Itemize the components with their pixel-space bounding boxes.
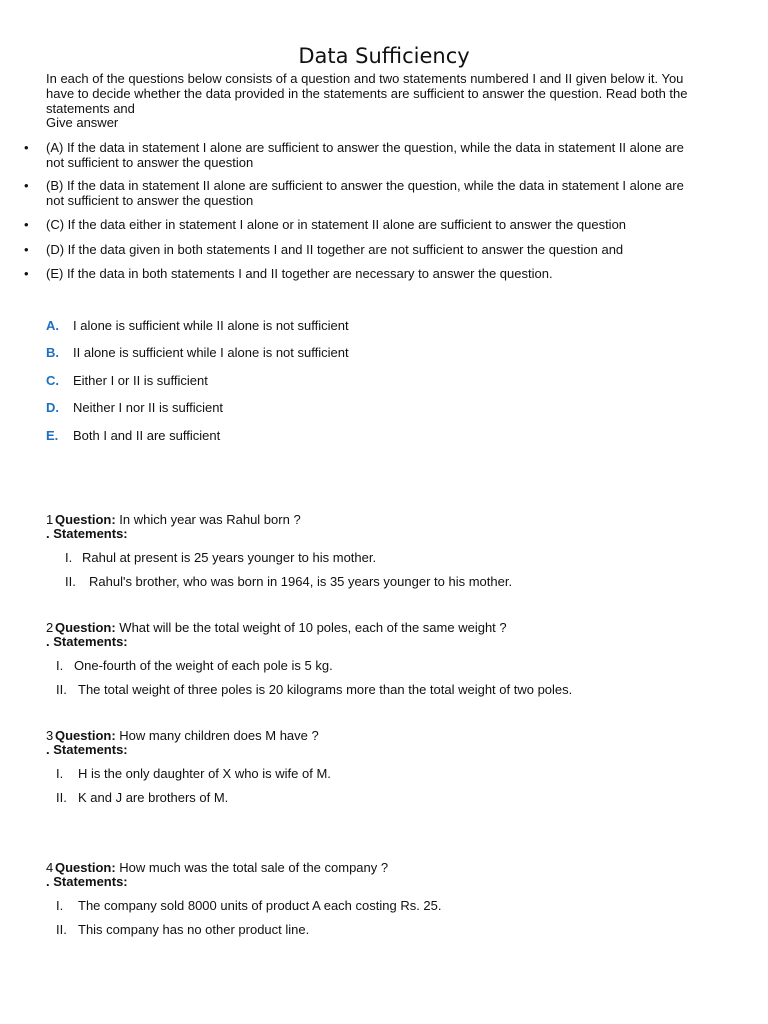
question-text: In which year was Rahul born ?	[119, 512, 301, 527]
bullet-icon: •	[24, 217, 29, 232]
question-number: 4	[46, 860, 54, 875]
answer-text: Neither I nor II is sufficient	[73, 400, 224, 415]
option-line: (D) If the data given in both statements I and II together are not sufficient to answer the question and	[46, 242, 624, 257]
question-number: 2	[46, 620, 54, 635]
statement-number: I.	[65, 550, 73, 565]
statement-text: H is the only daughter of X who is wife of M.	[78, 766, 331, 781]
statement-text: This company has no other product line.	[78, 922, 310, 937]
option-line: (E) If the data in both statements I and II together are necessary to answer the question.	[46, 266, 553, 281]
intro-line: In each of the questions below consists of a question and two statements numbered I and II given below it. You	[46, 71, 684, 86]
answer-text: Either I or II is sufficient	[73, 373, 208, 388]
option-line: (C) If the data either in statement I alone or in statement II alone are sufficient to answer the question	[46, 217, 627, 232]
answer-text: I alone is sufficient while II alone is not sufficient	[73, 318, 349, 333]
answer-letter: A.	[46, 318, 59, 333]
question-label: Question:	[55, 620, 116, 635]
intro-line: Give answer	[46, 115, 119, 131]
statement-number: II.	[56, 682, 67, 697]
answer-letter: E.	[46, 428, 59, 443]
question-label: Question:	[55, 860, 116, 875]
option-line: (A) If the data in statement I alone are sufficient to answer the question, while the data in statement II alone are	[46, 140, 684, 155]
statements-label: . Statements:	[46, 526, 128, 541]
question-label: Question:	[55, 728, 116, 743]
statements-label: . Statements:	[46, 742, 128, 757]
bullet-icon: •	[24, 242, 29, 257]
intro-line: statements and	[46, 100, 135, 116]
option-line: not sufficient to answer the question	[46, 192, 254, 208]
statement-number: I.	[56, 898, 64, 913]
statement-text: One-fourth of the weight of each pole is 5 kg.	[74, 658, 333, 673]
statement-text: The total weight of three poles is 20 kilograms more than the total weight of two poles.	[78, 682, 573, 697]
statements-label: . Statements:	[46, 874, 128, 889]
answer-text: Both I and II are sufficient	[73, 428, 221, 443]
question-number: 1	[46, 512, 54, 527]
statement-number: II.	[65, 574, 76, 589]
statement-text: Rahul at present is 25 years younger to his mother.	[82, 550, 377, 565]
statement-number: I.	[56, 766, 64, 781]
intro-paragraph	[46, 72, 726, 131]
question-text: What will be the total weight of 10 poles, each of the same weight ?	[119, 620, 507, 635]
option-line: not sufficient to answer the question	[46, 154, 254, 170]
answer-text: II alone is sufficient while I alone is not sufficient	[73, 345, 349, 360]
option-line: (B) If the data in statement II alone are sufficient to answer the question, while the data in statement I alone are	[46, 178, 684, 193]
answer-letter: D.	[46, 400, 59, 415]
bullet-icon: •	[24, 140, 29, 155]
answer-letter: C.	[46, 373, 59, 388]
question-text: How much was the total sale of the company ?	[119, 860, 389, 875]
statement-text: Rahul's brother, who was born in 1964, is 35 years younger to his mother.	[89, 574, 513, 589]
question-text: How many children does M have ?	[119, 728, 319, 743]
bullet-icon: •	[24, 178, 29, 193]
statements-label: . Statements:	[46, 634, 128, 649]
statement-number: I.	[56, 658, 64, 673]
statement-number: II.	[56, 790, 67, 805]
statement-number: II.	[56, 922, 67, 937]
intro-line: have to decide whether the data provided in the statements are sufficient to answer the question. Read both the	[46, 85, 688, 101]
bullet-icon: •	[24, 266, 29, 281]
answer-letter: B.	[46, 345, 59, 360]
statement-text: K and J are brothers of M.	[78, 790, 229, 805]
statement-text: The company sold 8000 units of product A each costing Rs. 25.	[78, 898, 442, 913]
question-label: Question:	[55, 512, 116, 527]
question-number: 3	[46, 728, 54, 743]
page-title: Data Sufficiency	[298, 44, 470, 68]
